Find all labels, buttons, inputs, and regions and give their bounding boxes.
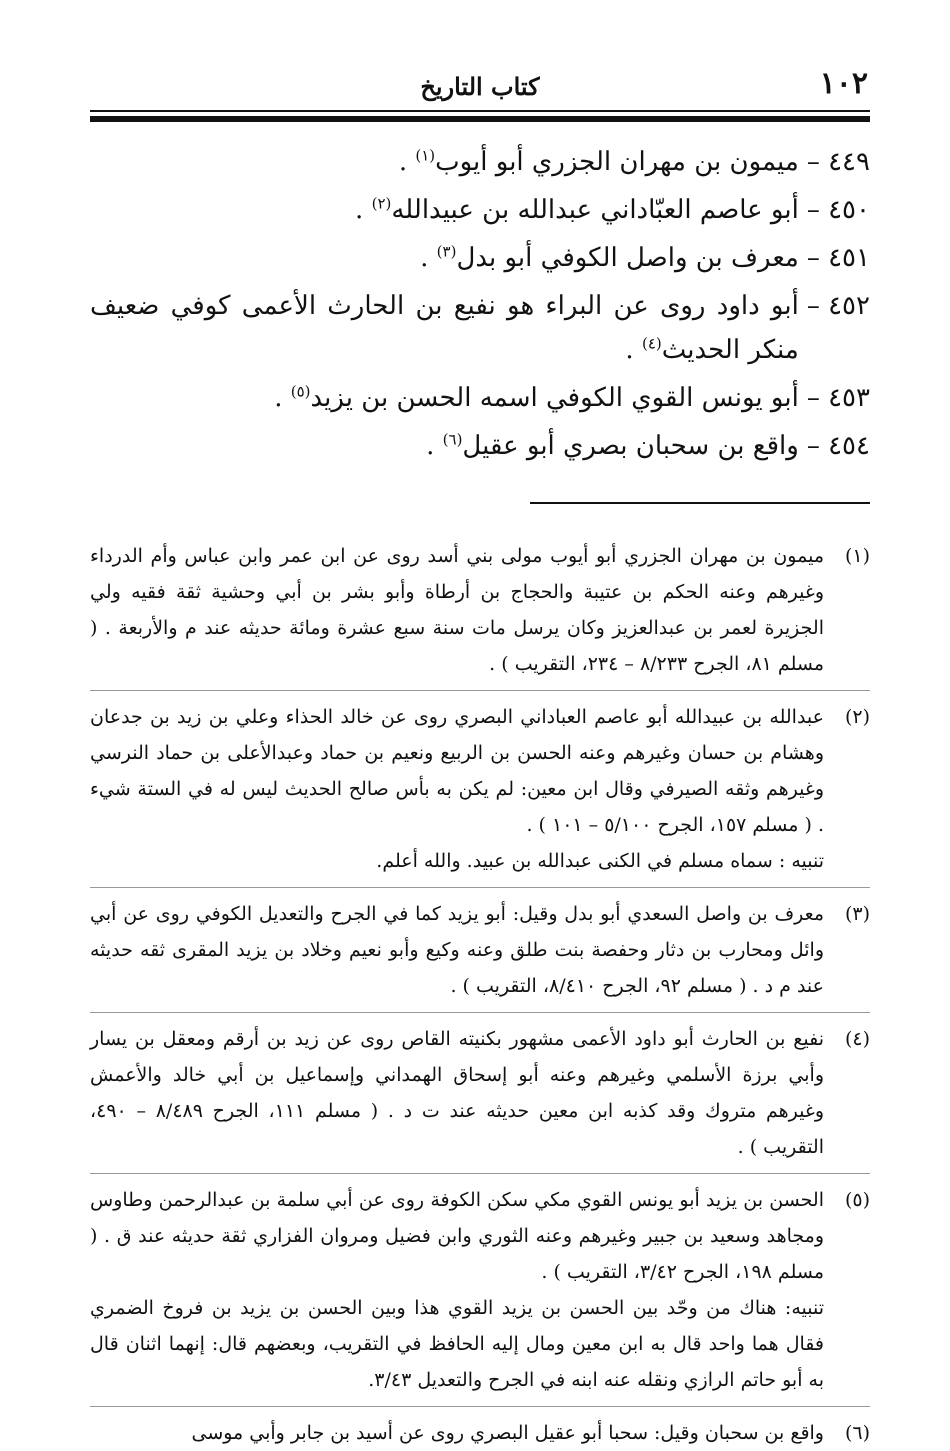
footnote-paragraph: عبدالله بن عبيدالله أبو عاصم العباداني البصري روى عن خالد الحذاء وعلي بن زيد بن جدعان وهشام بن حسان وغيرهم وعنه الحسن بن الربيع ونعيم بن حماد وعبدالأعلى بن حماد النرسي وغيرهم وثقه الصيرفي وقال ابن معين: لم يكن به بأس صالح الحديث ليس له في الستة شيء . ( مسلم ١٥٧، الجرح ٥/١٠٠ – ١٠١ ) . [90,706,824,836]
footnote-number: (١) [844,545,870,567]
entry-453 [90,376,870,420]
footnote-divider [90,887,870,888]
entry-454 [90,424,870,468]
entry-tail: . [625,335,642,365]
footnote-ref[interactable]: (١) [415,146,436,165]
footnote-paragraph: تنبيه : سماه مسلم في الكنى عبدالله بن عبيد. والله أعلم. [376,850,824,872]
entry-451 [90,236,870,280]
footnote-ref[interactable]: (٦) [442,430,463,449]
footnote-2 [90,699,870,879]
entry-number: ٤٤٩ – [806,147,870,177]
page-number: ١٠٢ [819,66,868,101]
footnote-paragraph: نفيع بن الحارث أبو داود الأعمى مشهور بكنيته القاص روى عن زيد بن أرقم ومعقل بن يسار وأبي برزة الأسلمي وغيرهم وعنه أبو إسحاق الهمداني وإسماعيل بن أبي خالد والأعمش وغيرهم متروك وقد كذبه ابن معين حديثه عند ت د . ( مسلم ١١١، الجرح ٨/٤٨٩ – ٤٩٠، التقريب ) . [90,1028,824,1158]
entry-number: ٤٥٢ – [806,291,870,321]
footnote-divider [90,1406,870,1407]
footnote-number: (٦) [844,1422,870,1444]
footnote-6 [90,1415,870,1451]
header-rule-thin [90,110,870,112]
entry-text: أبو داود روى عن البراء هو نفيع بن الحارث الأعمى كوفي ضعيف منكر الحديث [90,291,799,365]
book-page [90,60,870,1451]
footnote-ref[interactable]: (٢) [371,194,392,213]
header-rule-thick [90,116,870,122]
entry-number: ٤٥١ – [806,243,870,273]
entry-text: معرف بن واصل الكوفي أبو بدل [456,243,799,273]
entry-tail: . [426,431,443,461]
footnote-ref[interactable]: (٥) [290,382,311,401]
footnote-paragraph: ميمون بن مهران الجزري أبو أيوب مولى بني أسد روى عن ابن عمر وابن عباس وأم الدرداء وغيرهم وعنه الحكم بن عتيبة والحجاج بن أرطاة وأبو بشر بن أبي وحشية ثقة فقيه ولي الجزيرة لعمر بن عبدالعزيز وكان يرسل مات سنة سبع عشرة ومائة حديثه عند م والأربعة . ( مسلم ٨١، الجرح ٨/٢٣٣ – ٢٣٤، التقريب ) . [90,545,824,675]
entry-text: أبو يونس القوي الكوفي اسمه الحسن بن يزيد [310,383,799,413]
entry-452 [90,284,870,372]
entry-text: واقع بن سحبان بصري أبو عقيل [462,431,799,461]
footnote-paragraph: الحسن بن يزيد أبو يونس القوي مكي سكن الكوفة روى عن أبي سلمة بن عبدالرحمن وطاوس ومجاهد وسعيد بن جبير وغيرهم وعنه الثوري وابن فضيل ومروان الفزاري ثقة حديثه عند ق . ( مسلم ١٩٨، الجرح ٣/٤٢، التقريب ) . [90,1189,824,1283]
footnote-1 [90,538,870,682]
entry-tail: . [420,243,437,273]
footnote-divider [90,690,870,691]
footnote-number: (٤) [844,1028,870,1050]
entry-number: ٤٥٣ – [806,383,870,413]
footnote-ref[interactable]: (٤) [641,334,662,353]
entry-tail: . [274,383,291,413]
entry-text: ميمون بن مهران الجزري أبو أيوب [435,147,799,177]
footnote-paragraph: تنبيه: هناك من وحّد بين الحسن بن يزيد القوي هذا وبين الحسن بن يزيد بن فروخ الضمري فقال هما واحد قال به ابن معين ومال إليه الحافظ في التقريب، وبعضهم قال: إنهما اثنان قال به أبو حاتم الرازي ونقله عنه ابنه في الجرح والتعديل ٣/٤٣. [90,1297,824,1391]
footnotes-list [90,538,870,1451]
footnote-number: (٥) [844,1189,870,1211]
footnote-divider [90,1012,870,1013]
entry-450 [90,188,870,232]
entry-number: ٤٥٠ – [806,195,870,225]
footnote-5 [90,1182,870,1398]
footnote-3 [90,896,870,1004]
page-header [90,60,870,110]
footnote-number: (٢) [844,706,870,728]
footnote-4 [90,1021,870,1165]
footnote-paragraph: واقع بن سحبان وقيل: سحبا أبو عقيل البصري روى عن أسيد بن جابر وأبي موسى [191,1422,824,1444]
entry-449 [90,140,870,184]
footnote-separator [530,502,870,504]
footnote-number: (٣) [844,903,870,925]
entry-tail: . [355,195,372,225]
book-title: كتاب التاريخ [420,72,540,101]
entry-tail: . [398,147,416,177]
entries-list [90,140,870,468]
footnote-ref[interactable]: (٣) [436,242,457,261]
entry-number: ٤٥٤ – [806,431,870,461]
entry-text: أبو عاصم العبّاداني عبدالله بن عبيدالله [391,195,799,225]
footnote-paragraph: معرف بن واصل السعدي أبو بدل وقيل: أبو يزيد كما في الجرح والتعديل الكوفي روى عن أبي وائل ومحارب بن دثار وحفصة بنت طلق وعنه وكيع وأبو نعيم وخلاد بن يزيد المقرى ثقه حديثه عند م د . ( مسلم ٩٢، الجرح ٨/٤١٠، التقريب ) . [90,903,824,997]
footnote-divider [90,1173,870,1174]
